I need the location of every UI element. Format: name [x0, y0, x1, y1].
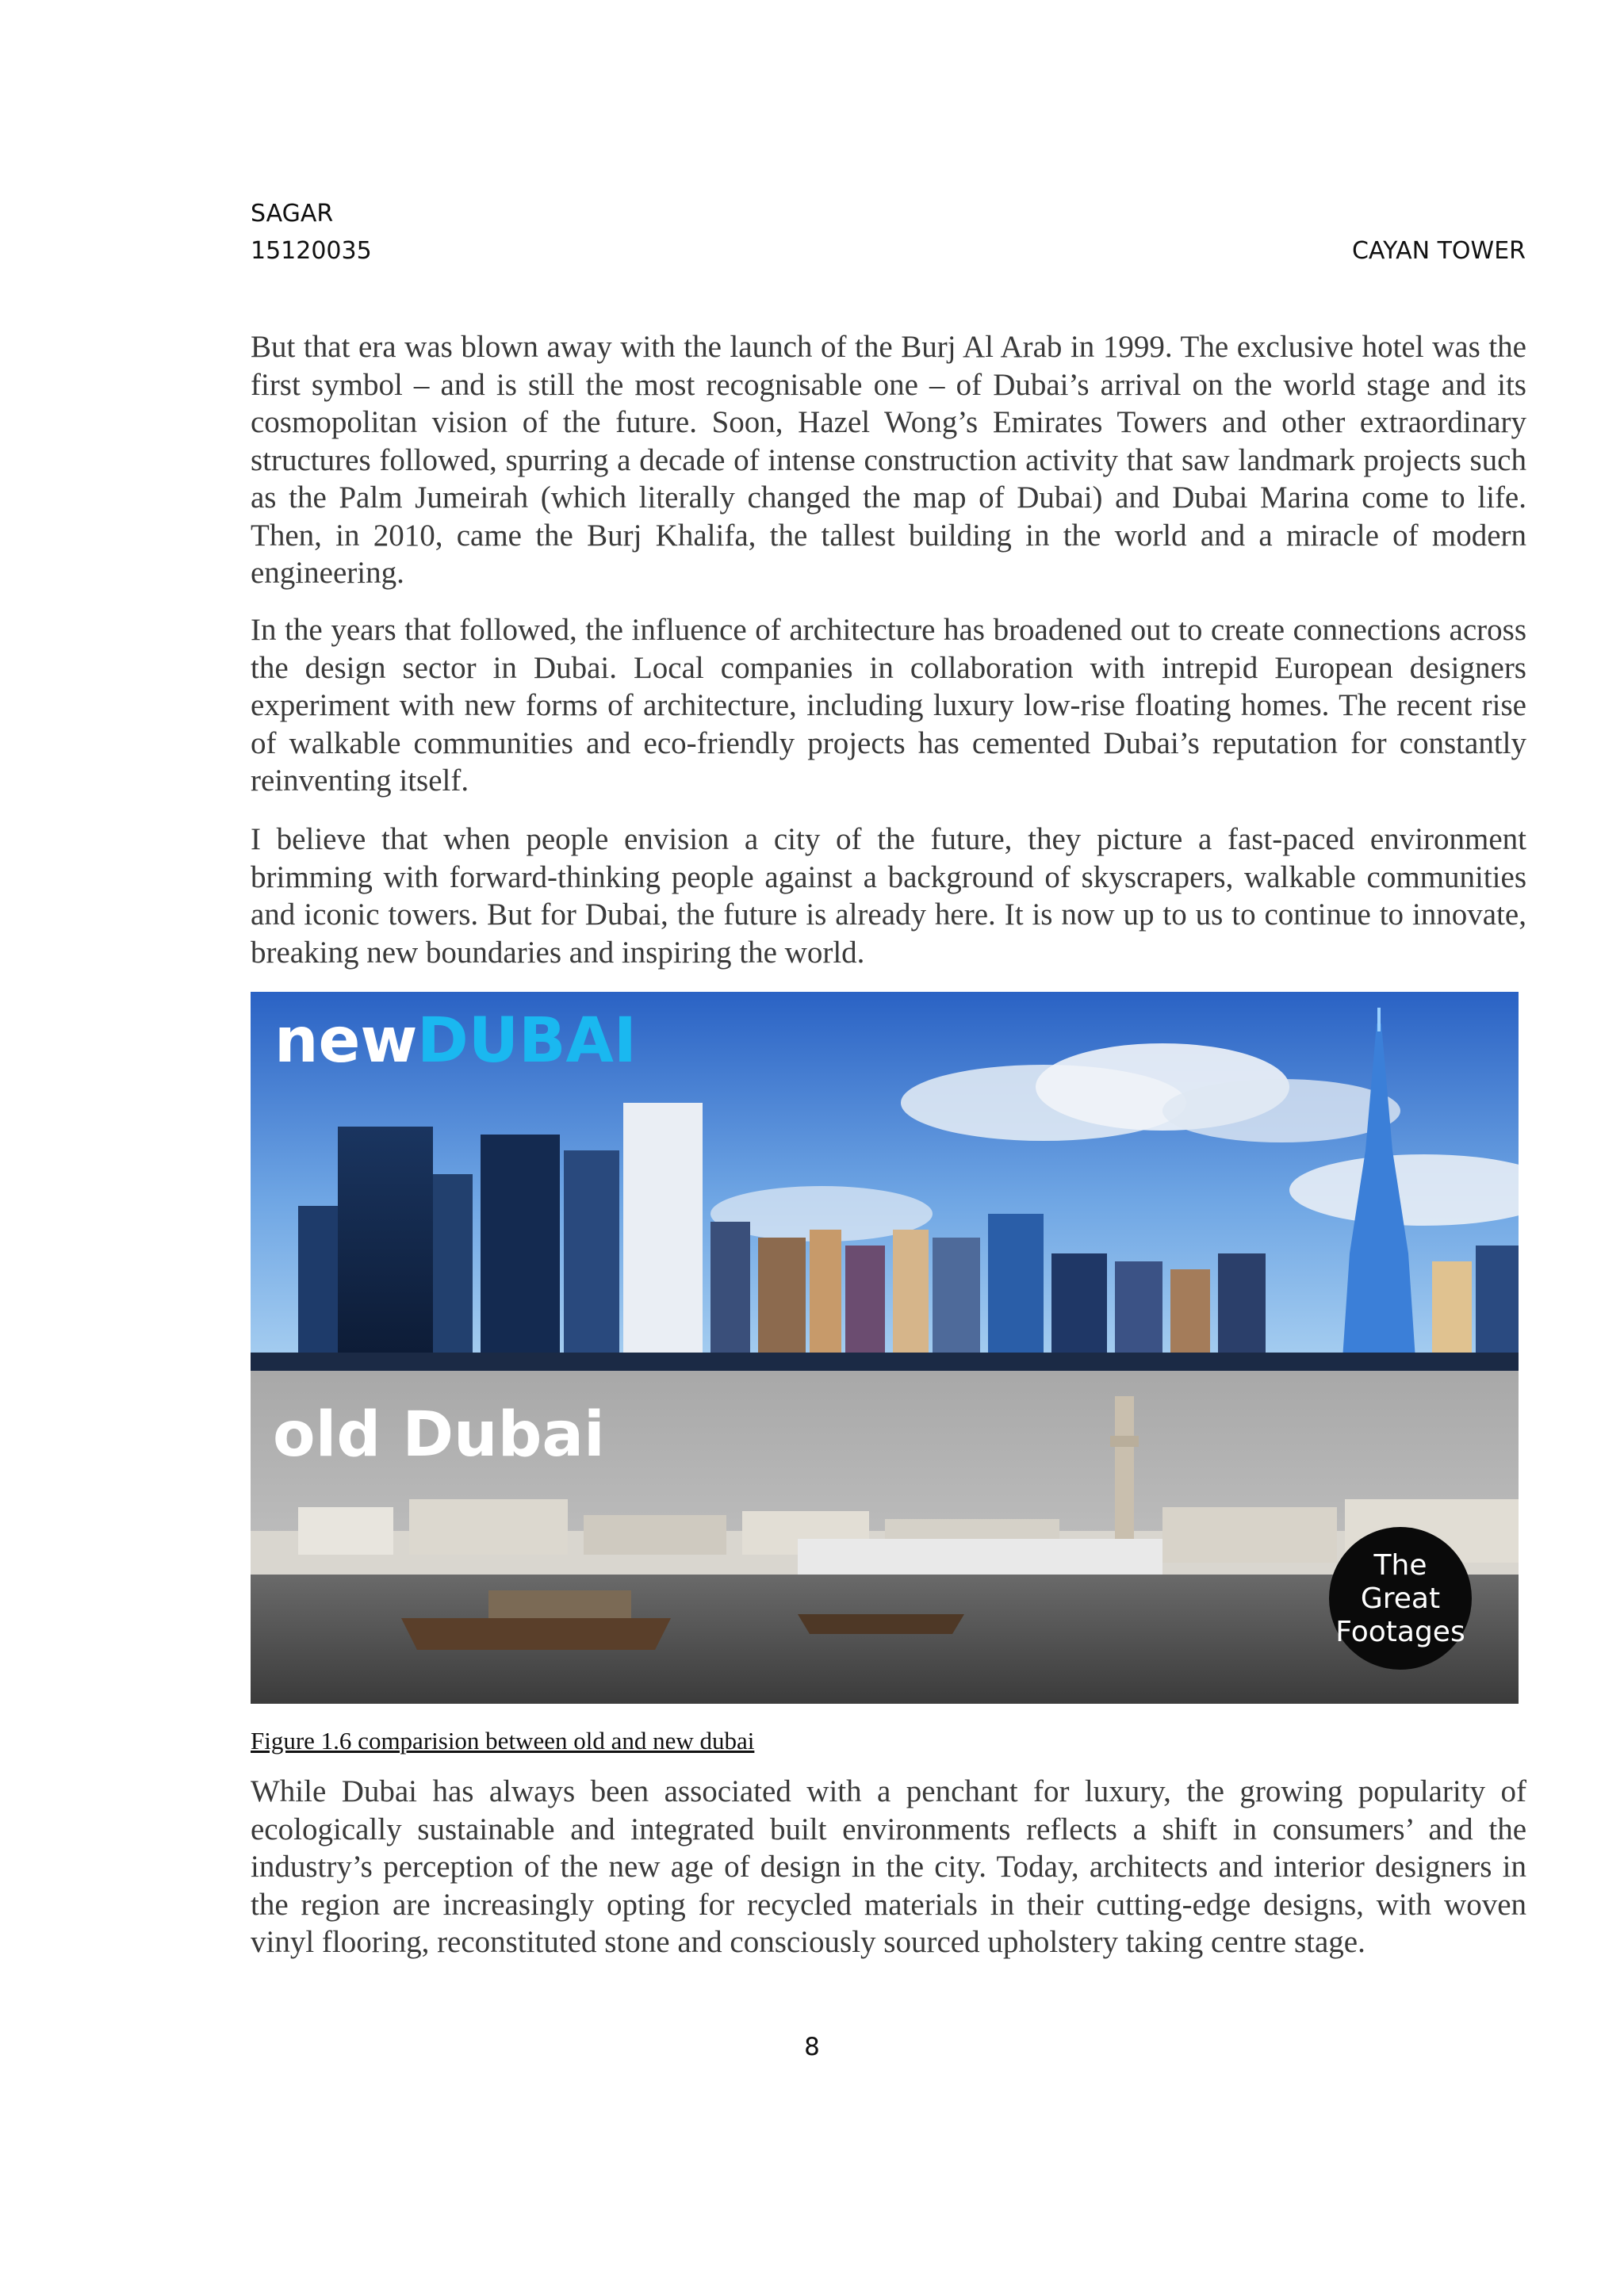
paragraph-design-sector: In the years that followed, the influence of architecture has broadened out to create connections across the design sector in Dubai. Local companies in collaboration with intrepid European designers experiment with new forms of architecture, including luxury low-rise floating homes. The recent rise of walkable communities and eco-friendly projects has cemented Dubai’s reputation for constantly reinventing itself.	[251, 613, 1526, 798]
page-number: 8	[804, 2033, 820, 2061]
badge-line-1: The	[1373, 1549, 1427, 1582]
new-dubai-label-word: DUBAI	[417, 1005, 637, 1077]
paragraph-burj-al-arab: But that era was blown away with the launch of the Burj Al Arab in 1999. The exclusive hotel was the first symbol – and is still the most recognisable one – of Dubai’s arrival on the world stage and its cosmopolitan vision of the future. Soon, Hazel Wong’s Emirates Towers and other extraordinary structures followed, spurring a decade of intense construction activity that saw landmark projects such as the Palm Jumeirah (which literally changed the map of Dubai) and Dubai Marina come to life. Then, in 2010, came the Burj Khalifa, the tallest building in the world and a miracle of modern engineering.	[251, 330, 1526, 590]
figure-old-vs-new-dubai	[251, 992, 1519, 1704]
paragraph-sustainability: While Dubai has always been associated with a penchant for luxury, the growing popularity of ecologically sustainable and integrated built environments reflects a shift in consumers’ and the industry’s perception of the new age of design in the city. Today, architects and interior designers in the region are increasingly opting for recycled materials in their cutting-edge designs, with woven vinyl flooring, reconstituted stone and consciously sourced upholstery taking centre stage.	[251, 1774, 1526, 1959]
paragraph-city-of-future: I believe that when people envision a city of the future, they picture a fast-paced environment brimming with forward-thinking people against a background of skyscrapers, walkable communities and iconic towers. But for Dubai, the future is already here. It is now up to us to continue to innovate, breaking new boundaries and inspiring the world.	[251, 822, 1526, 970]
badge-line-3: Footages	[1335, 1616, 1465, 1648]
header-title: CAYAN TOWER	[1351, 237, 1526, 265]
old-dubai-panel	[251, 1371, 1519, 1704]
header-student-id: 15120035	[251, 237, 372, 265]
header-author: SAGAR	[251, 200, 334, 228]
badge-line-2: Great	[1360, 1582, 1441, 1615]
old-dubai-label: old Dubai	[273, 1399, 605, 1471]
new-dubai-label-prefix: new	[274, 1005, 418, 1077]
figure-caption: Figure 1.6 comparision between old and new dubai	[251, 1727, 755, 1755]
new-dubai-panel	[251, 992, 1519, 1371]
